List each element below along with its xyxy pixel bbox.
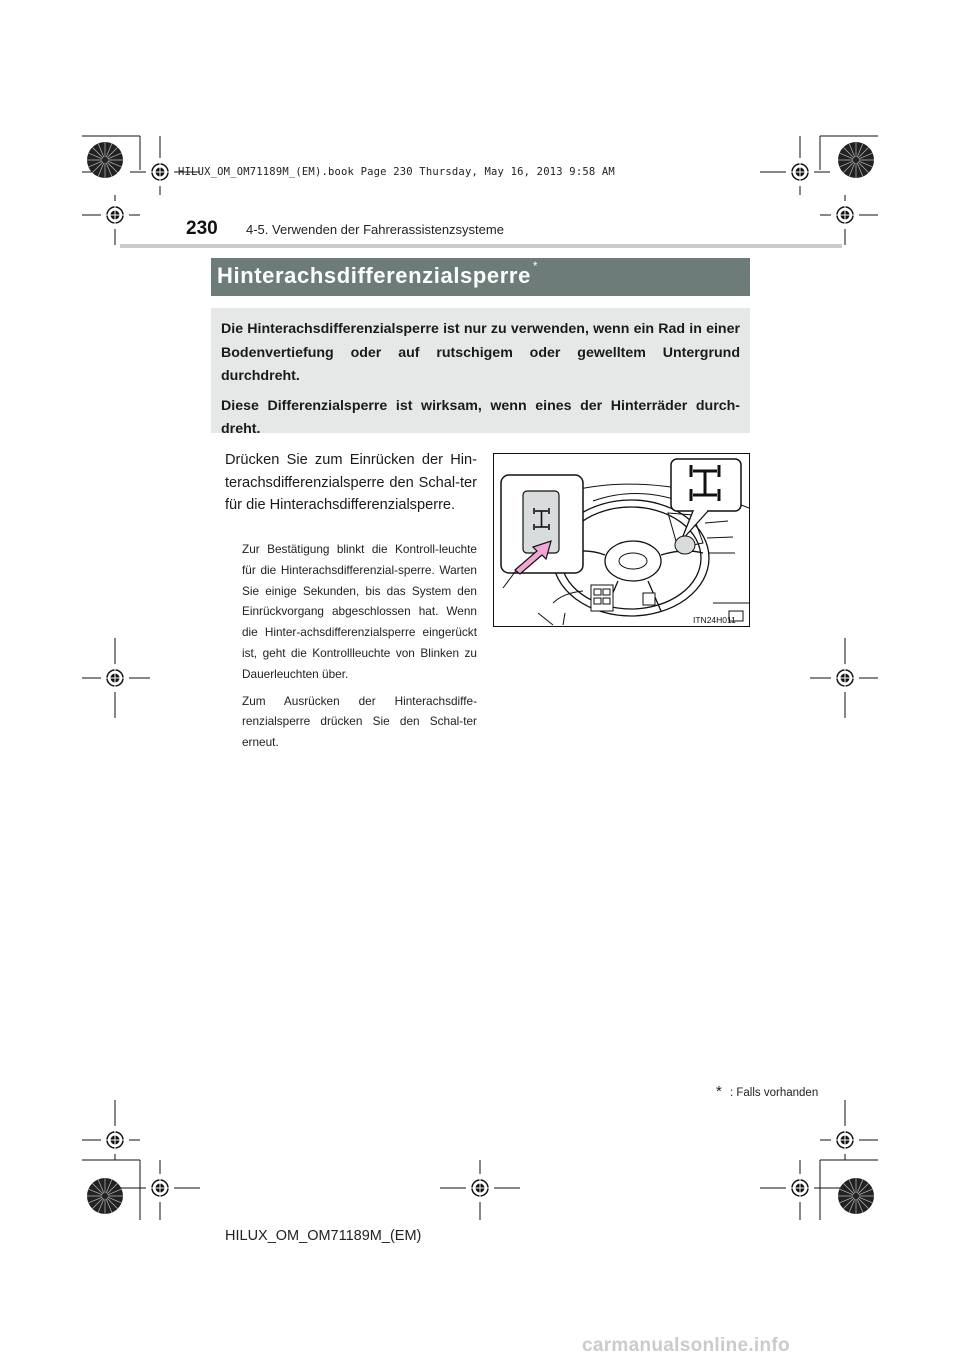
- header-rule: [120, 244, 842, 248]
- note-paragraph: Zur Bestätigung blinkt die Kontroll-leuchte für die Hinterachsdifferenzial-sperre. Warten Sie einige Sekunden, bis das System den Einrückvorgang abgeschlossen hat. Wenn die Hinter-achsdifferenzialsperre eingerückt ist, geht die Kontrollleuchte von Blinken zu Dauerleuchten über.: [242, 542, 477, 681]
- section-title: 4-5. Verwenden der Fahrerassistenzsysteme: [246, 222, 504, 237]
- figure-code: ITN24H011: [693, 615, 736, 625]
- footnote-star: *: [716, 1083, 722, 1100]
- footer-model: HILUX_OM_OM71189M_(EM): [225, 1228, 422, 1244]
- page-number: 230: [186, 218, 218, 239]
- page-title: Hinterachsdifferenzialsperre: [217, 263, 531, 288]
- book-info-line: HILUX_OM_OM71189M_(EM).book Page 230 Thursday, May 16, 2013 9:58 AM: [178, 166, 615, 178]
- intro-paragraph: Die Hinterachsdifferenzialsperre ist nur zu verwenden, wenn ein Rad in einer Bodenvertiefung oder auf rutschigem oder gewelltem Untergrund durchdreht.: [221, 321, 740, 384]
- notes: [242, 539, 477, 759]
- optional-equipment-mark: *: [532, 259, 538, 273]
- instruction-text: Drücken Sie zum Einrücken der Hin-terachsdifferenzialsperre den Schal-ter für die Hinterachsdifferenzialsperre.: [225, 452, 477, 514]
- watermark: carmanualsonline.info: [582, 1335, 790, 1356]
- intro-paragraph: Diese Differenzialsperre ist wirksam, wenn eines der Hinterräder durch-dreht.: [221, 397, 740, 437]
- title-bar: [211, 258, 750, 296]
- footnote-text: : Falls vorhanden: [730, 1087, 819, 1099]
- dashboard-illustration: [493, 453, 750, 627]
- footnote: [716, 1083, 819, 1100]
- intro-box: [211, 308, 750, 437]
- note-paragraph: Zum Ausrücken der Hinterachsdiffe-renzialsperre drücken Sie den Schal-ter erneut.: [242, 693, 477, 750]
